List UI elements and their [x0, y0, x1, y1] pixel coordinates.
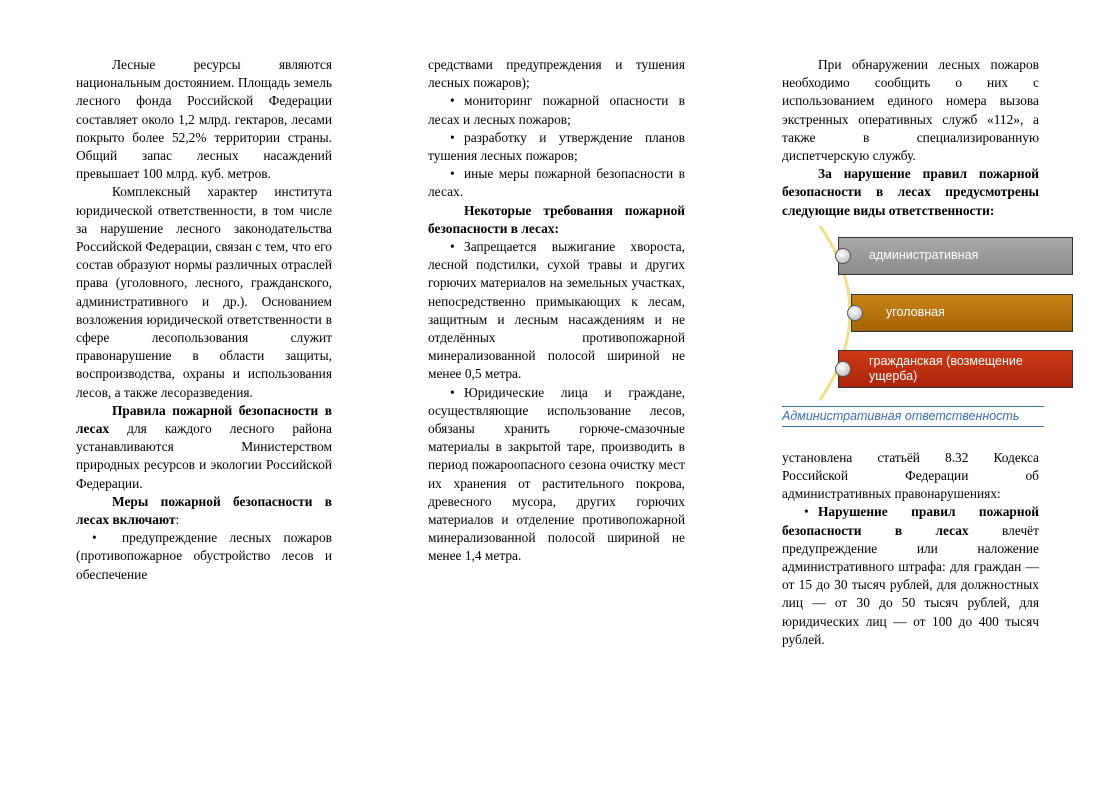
bullet-plans: • разработку и утверждение планов тушения лесных пожаров;: [428, 129, 685, 165]
diagram-node-icon: [835, 361, 851, 377]
bullet-burning-ban: • Запрещается выжигание хвороста, лесной подстилки, сухой травы и других горючих материалов на земельных участках, непосредственно примыкающих к лесам, защитным и лесным насаждениям и не отделённых противопожарной минерализованной полосой шириной не менее 0,5 метра.: [428, 238, 685, 384]
diagram-caption: Административная ответственность: [782, 406, 1044, 427]
bullet-monitoring: • мониторинг пожарной опасности в лесах и лесных пожаров;: [428, 92, 685, 128]
liability-administrative: административная: [838, 237, 1073, 275]
liability-criminal: уголовная: [851, 294, 1073, 332]
requirements-heading: Некоторые требования пожарной безопасности в лесах:: [428, 202, 685, 236]
column-left: [76, 56, 332, 584]
paragraph-continuation: средствами предупреждения и тушения лесных пожаров);: [428, 57, 685, 91]
fire-rules-heading: Правила пожарной безопасности в лесах: [76, 402, 332, 437]
paragraph-code-article: установлена статьёй 8.32 Кодекса Российской Федерации об административных правонарушениях:: [782, 449, 1039, 502]
paragraph-forest-resources: Лесные ресурсы являются национальным достоянием. Площадь земель лесного фонда Российской Федерации составляет около 1,2 млрд. гектаров, лесами покрыто более 52,2% территории страны. Общий запас лесных насаждений превышает 100 млрд. куб. метров.: [76, 57, 332, 182]
bullet-violation-penalty: • Нарушение правил пожарной безопасности в лесах влечёт предупреждение или наложение административного штрафа: для граждан — от 15 до 30 тысяч рублей, для должностных лиц — от 30 до 50 тысяч рублей, для юридических лиц — от 100 до 400 тысяч рублей.: [782, 503, 1039, 649]
liability-types-diagram: [780, 224, 1080, 404]
paragraph-legal-responsibility: Комплексный характер института юридической ответственности, в том числе за нарушение лесного законодательства Российской Федерации, связан с тем, что его состав образуют нормы различных отраслей права (уголовного, лесного, гражданского, административного и др.). Основанием возложения юридической ответственности в сфере лесопользования служит правонарушение в области защиты, воспроизводства, охраны и использования лесов, а также лесоразведения.: [76, 184, 332, 400]
liability-civil: гражданская (возмещение ущерба): [838, 350, 1073, 388]
column-right: [782, 56, 1039, 649]
fire-measures-heading: Меры пожарной безопасности в лесах включают: [76, 493, 332, 528]
bullet-fuel-storage: • Юридические лица и граждане, осуществляющие использование лесов, обязаны хранить горюче-смазочные материалы в закрытой таре, производить в период пожароопасного сезона очистку мест их хранения от растительного покрова, древесного мусора, других горючих материалов и отделение противопожарной минерализованной полосой шириной не менее 1,4 метра.: [428, 384, 685, 566]
paragraph-fire-rules: Правила пожарной безопасности в лесах для каждого лесного района устанавливаются Министерством природных ресурсов и экологии Российской Федерации.: [76, 402, 332, 491]
diagram-node-icon: [847, 305, 863, 321]
column-middle: [428, 56, 685, 566]
paragraph-fire-report: При обнаружении лесных пожаров необходимо сообщить о них с использованием единого номера вызова экстренных оперативных служб «112», а также в специализированную диспетчерскую службу.: [782, 57, 1039, 164]
liability-heading: За нарушение правил пожарной безопасности в лесах предусмотрены следующие виды ответственности:: [782, 166, 1039, 218]
bullet-other-measures: • иные меры пожарной безопасности в лесах.: [428, 165, 685, 201]
diagram-node-icon: [835, 248, 851, 264]
bullet-prevention: • предупреждение лесных пожаров (противопожарное обустройство лесов и обеспечение: [76, 529, 332, 584]
paragraph-fire-measures: Меры пожарной безопасности в лесах включают:: [76, 493, 332, 528]
